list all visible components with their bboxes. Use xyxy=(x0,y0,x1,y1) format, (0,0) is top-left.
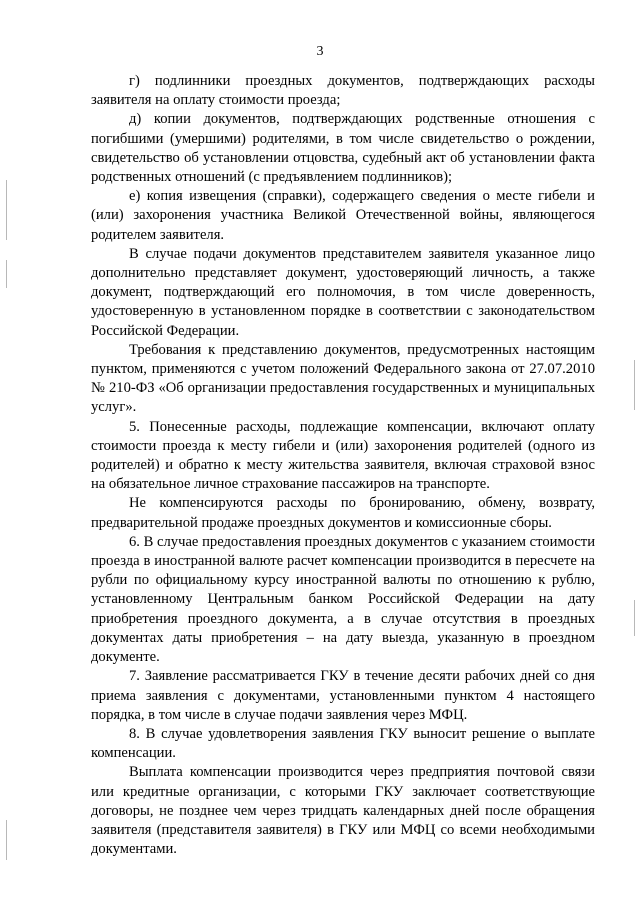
paragraph-item-e: е) копия извещения (справки), содержащего сведения о месте гибели и (или) захоронения участника Великой Отечественной войны, являющегося родителем заявителя. xyxy=(91,188,595,243)
paragraph-representative: В случае подачи документов представителем заявителя указанное лицо дополнительно представляет документ, удостоверяющий личность, а также документ, подтверждающий его полномочия, в том числе доверенность, удостоверенную в установленном порядке в соответствии с законодательством Российской Федерации. xyxy=(91,245,595,339)
scan-mark-right-1 xyxy=(634,360,635,410)
scan-mark-right-2 xyxy=(634,600,635,636)
paragraph-payment: Выплата компенсации производится через предприятия почтовой связи или кредитные организации, с которыми ГКУ заключает соответствующие договоры, не позднее чем через тридцать календарных дней после обращения заявителя (представителя заявителя) в ГКУ или МФЦ со всеми необходимыми документами. xyxy=(91,764,595,858)
paragraph-requirements: Требования к представлению документов, предусмотренных настоящим пунктом, применяются с учетом положений Федерального закона от 27.07.2010 № 210-ФЗ «Об организации предоставления государственных и муниципальных услуг». xyxy=(91,341,595,416)
paragraph-item-d: д) копии документов, подтверждающих родственные отношения с погибшими (умершими) родителями, в том числе свидетельство о рождении, свидетельство об установлении отцовства, судебный акт об установлении факта родственных отношений (с предъявлением подлинников); xyxy=(91,111,595,186)
paragraph-item-g: г) подлинники проездных документов, подтверждающих расходы заявителя на оплату стоимости проезда; xyxy=(91,73,595,109)
paragraph-section-6: 6. В случае предоставления проездных документов с указанием стоимости проезда в иностранной валюте расчет компенсации производится в пересчете на рубли по официальному курсу иностранной валюты по отношению к рублю, установленному Центральным банком Российской Федерации на дату приобретения проездного документа, а в случае отсутствия в проездных документах даты приобретения – на дату выезда, указанную в проездном документе. xyxy=(91,533,595,666)
scan-mark-left-2 xyxy=(6,260,7,288)
paragraph-section-8: 8. В случае удовлетворения заявления ГКУ выносит решение о выплате компенсации. xyxy=(91,725,595,762)
paragraph-section-5: 5. Понесенные расходы, подлежащие компенсации, включают оплату стоимости проезда к месту гибели и (или) захоронения родителей (одного из родителей) и обратно к месту жительства заявителя, включая страховой взнос на обязательное личное страхование пассажиров на транспорте. xyxy=(91,418,595,493)
paragraph-not-compensated: Не компенсируются расходы по бронированию, обмену, возврату, предварительной продаже проездных документов и комиссионные сборы. xyxy=(91,495,595,531)
document-body xyxy=(91,72,595,859)
scan-mark-left-3 xyxy=(6,820,7,860)
page-number: 3 xyxy=(316,44,324,59)
paragraph-section-7: 7. Заявление рассматривается ГКУ в течение десяти рабочих дней со дня приема заявления с документами, установленными пунктом 4 настоящего порядка, в том числе в случае подачи заявления через МФЦ. xyxy=(91,668,595,723)
scan-mark-left-1 xyxy=(6,180,7,240)
